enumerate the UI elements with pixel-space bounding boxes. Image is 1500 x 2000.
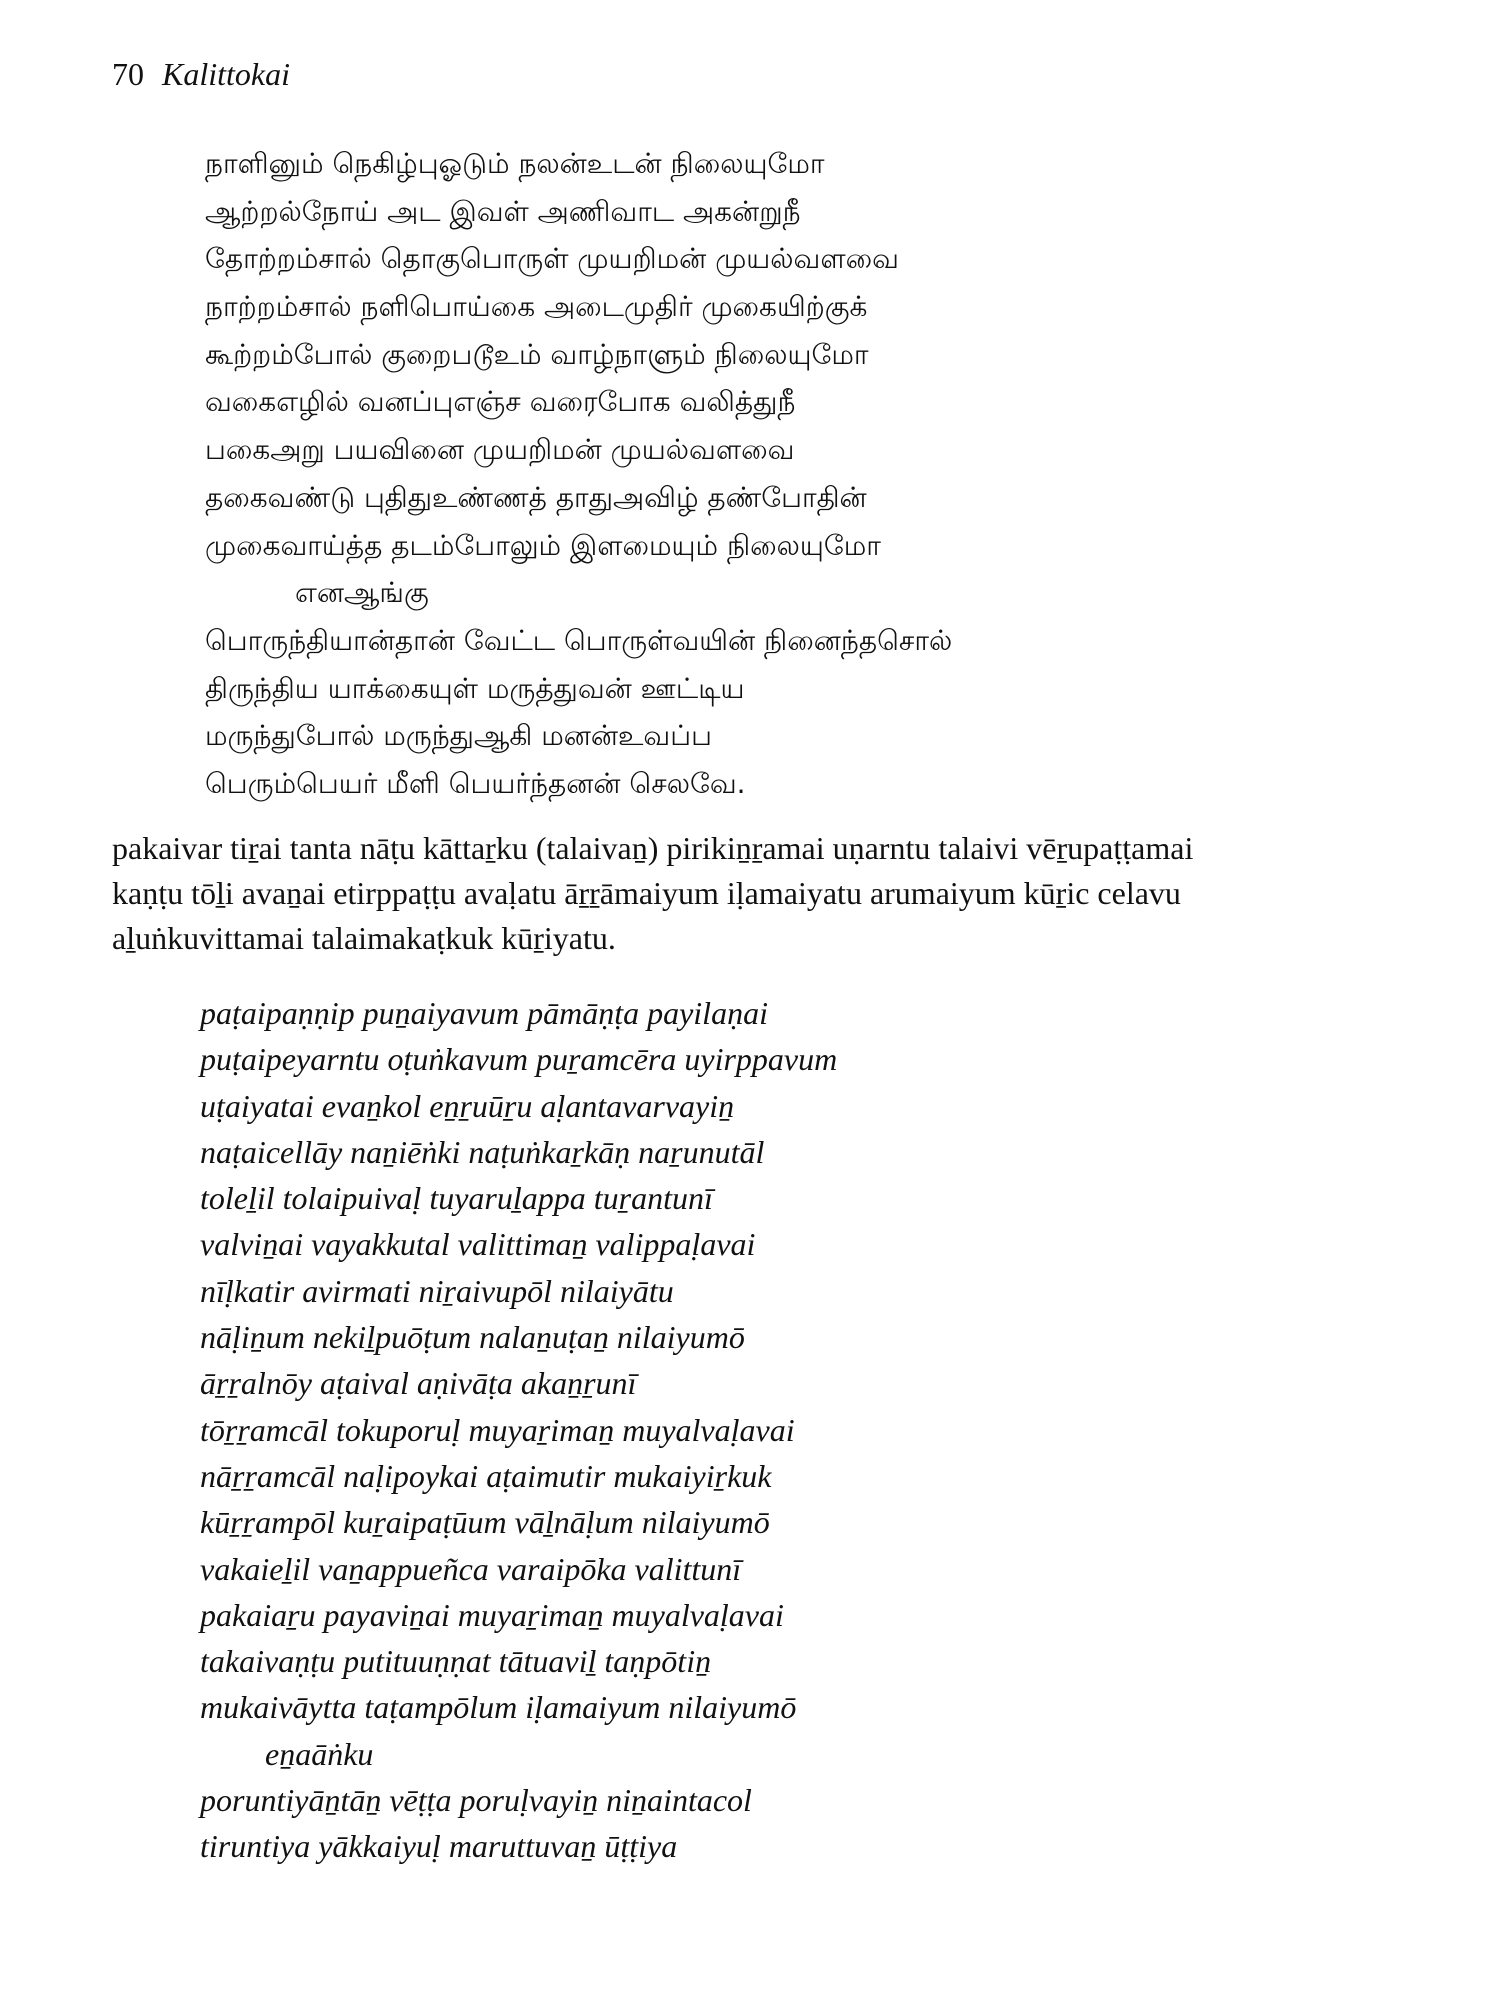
transliteration-line: naṭaicellāy naṉiēṅki naṭuṅkaṟkāṇ naṟunutāl <box>200 1133 765 1170</box>
tamil-verse-line: மருந்துபோல் மருந்துஆகி மனன்உவப்ப <box>205 719 712 753</box>
tamil-verse-line: நாற்றம்சால் நளிபொய்கை அடைமுதிர் முகையிற்குக் <box>205 290 868 324</box>
transliteration-line: pakaiaṟu payaviṉai muyaṟimaṉ muyalvaḷavai <box>200 1596 784 1633</box>
tamil-verse-line: வகைஎழில் வனப்புஎஞ்ச வரைபோக வலித்துநீ <box>205 385 796 419</box>
prose-line: aḻuṅkuvittamai talaimakaṭkuk kūṟiyatu. <box>112 920 616 956</box>
tamil-verse-block <box>205 140 1405 808</box>
transliteration-line: puṭaipeyarntu oṭuṅkavum puṟamcēra uyirppavum <box>200 1041 838 1078</box>
page-header <box>112 52 290 96</box>
transliteration-line: takaivaṇṭu putituuṇṇat tātuaviḻ taṇpōtiṉ <box>200 1643 712 1680</box>
tamil-verse-line: நாளினும் நெகிழ்புஓடும் நலன்உடன் நிலையுமோ <box>205 147 825 180</box>
prose-paragraph <box>112 826 1442 961</box>
tamil-verse-line: எனஆங்கு <box>295 576 429 610</box>
page-number: 70 <box>112 56 144 92</box>
transliteration-line: toleḻil tolaipuivaḷ tuyaruḻappa tuṟantunī <box>200 1180 713 1217</box>
transliteration-line: nāḷiṉum nekiḻpuōṭum nalaṉuṭaṉ nilaiyumō <box>200 1319 745 1356</box>
transliteration-line: vakaieḻil vaṉappueñca varaipōka valittunī <box>200 1550 742 1587</box>
running-title: Kalittokai <box>162 56 290 92</box>
transliteration-line: tōṟṟamcāl tokuporuḷ muyaṟimaṉ muyalvaḷavai <box>200 1411 795 1448</box>
transliteration-line: kūṟṟampōl kuṟaipaṭūum vāḻnāḷum nilaiyumō <box>200 1504 770 1541</box>
prose-line: kaṇṭu tōḻi avaṉai etirppaṭṭu avaḷatu āṟṟāmaiyum iḷamaiyatu arumaiyum kūṟic celavu <box>112 875 1181 911</box>
tamil-verse-line: தகைவண்டு புதிதுஉண்ணத் தாதுஅவிழ் தண்போதின் <box>205 480 867 514</box>
transliteration-line: nīḷkatir avirmati niṟaivupōl nilaiyātu <box>200 1272 674 1309</box>
transliteration-line: uṭaiyatai evaṉkol eṉṟuūṟu aḷantavarvayiṉ <box>200 1087 735 1124</box>
tamil-verse-line: திருந்திய யாக்கையுள் மருத்துவன் ஊட்டிய <box>205 671 745 705</box>
transliteration-verse-block <box>200 990 1400 1870</box>
transliteration-line: mukaivāytta taṭampōlum iḷamaiyum nilaiyumō <box>200 1689 797 1726</box>
prose-line: pakaivar tiṟai tanta nāṭu kāttaṟku (talaivaṉ) pirikiṉṟamai uṇarntu talaivi vēṟupaṭṭamai <box>112 830 1194 866</box>
transliteration-line: poruntiyāṉtāṉ vēṭṭa poruḷvayiṉ niṉaintacol <box>200 1782 752 1819</box>
transliteration-line: valviṉai vayakkutal valittimaṉ valippaḷavai <box>200 1226 756 1263</box>
tamil-verse-line: ஆற்றல்நோய் அட இவள் அணிவாட அகன்றுநீ <box>205 194 801 228</box>
tamil-verse-line: பெரும்பெயர் மீளி பெயர்ந்தனன் செலவே. <box>205 766 746 800</box>
tamil-verse-line: முகைவாய்த்த தடம்போலும் இளமையும் நிலையுமோ <box>205 528 881 562</box>
tamil-verse-line: பொருந்தியான்தான் வேட்ட பொருள்வயின் நினைந்தசொல் <box>205 623 953 657</box>
transliteration-line: āṟṟalnōy aṭaival aṇivāṭa akaṉṟunī <box>200 1365 637 1402</box>
tamil-verse-line: கூற்றம்போல் குறைபடூஉம் வாழ்நாளும் நிலையுமோ <box>205 337 869 371</box>
transliteration-line: tiruntiya yākkaiyuḷ maruttuvaṉ ūṭṭiya <box>200 1828 678 1865</box>
transliteration-line: nāṟṟamcāl naḷipoykai aṭaimutir mukaiyiṟkuk <box>200 1457 772 1494</box>
transliteration-line: paṭaipaṇṇip puṉaiyavum pāmāṇṭa payilaṇai <box>200 995 768 1031</box>
transliteration-line: eṉaāṅku <box>265 1735 374 1772</box>
tamil-verse-line: தோற்றம்சால் தொகுபொருள் முயறிமன் முயல்வளவை <box>205 242 899 276</box>
tamil-verse-line: பகைஅறு பயவினை முயறிமன் முயல்வளவை <box>205 433 795 467</box>
